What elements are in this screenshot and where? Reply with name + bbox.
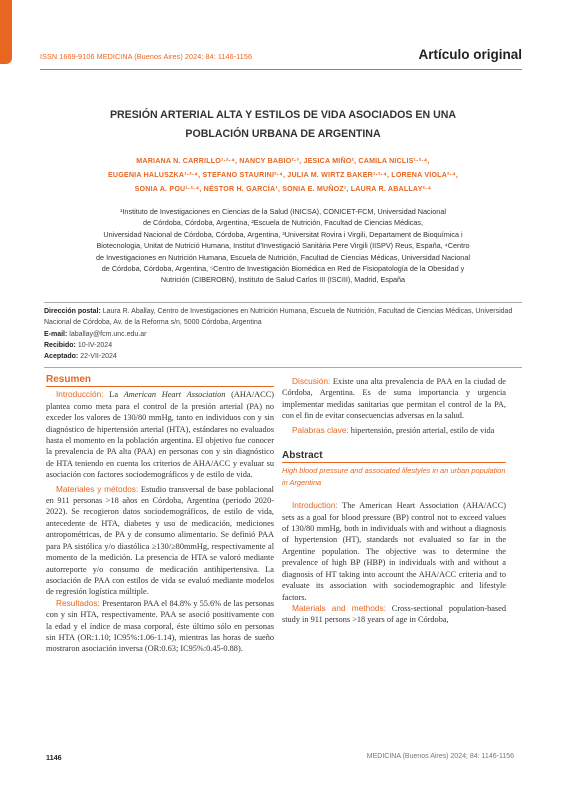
- affiliations: [60, 206, 506, 286]
- affiliation-line: ¹Instituto de Investigaciones en Ciencias de la Salud (INICSA), CONICET-FCM, Universidad Nacional: [120, 207, 446, 216]
- affiliation-line: Universidad Nacional de Córdoba, Córdoba, Argentina, ³Universitat Rovira i Virgili, Departament de Bioquímica i: [103, 229, 463, 239]
- results-label: Resultados:: [56, 597, 100, 608]
- postal-label: Dirección postal:: [44, 308, 101, 315]
- resumen-discussion: [282, 376, 506, 422]
- postal-address: [44, 306, 522, 329]
- intro-label: Introducción:: [56, 389, 104, 400]
- resumen-keywords: [282, 425, 506, 436]
- methods-text: Estudio transversal de base poblacional en 911 personas >18 años en Córdoba, Argentina (periodo 2020-2022). Se recogieron datos sociodemográficos, de estilo de vida, antecedente de HTA, diabetes y uso de medicación, mediciones antropométricas, de PA y de consumo alimentario. Se definió PAA para PA sistólica y/o diastólica ≥130/≥80mmHg, respectivamente al momento de la medición. La presencia de HTA se valoró mediante autorreporte y/o consumo de medicación antihipertensiva. La asociación de PAA con estilos de vida se evaluó mediante modelos de regresión logística múltiple.: [46, 484, 274, 597]
- abstract-introduction: [282, 500, 506, 603]
- affiliation-line: de Córdoba, Córdoba, Argentina, ²Escuela de Nutrición, Facultad de Ciencias Médicas,: [142, 218, 424, 228]
- abstract-intro-label: Introduction:: [292, 500, 338, 511]
- resumen-results: [46, 598, 274, 655]
- discussion-label: Discusión:: [292, 376, 331, 386]
- email-address[interactable]: laballay@fcm.unc.edu.ar: [69, 330, 147, 338]
- abstract-methods: [282, 603, 506, 626]
- authors-line-1: MARIANA N. CARRILLO¹·²·⁴, NANCY BABIO²·³, JESICA MIÑO², CAMILA NICLIS¹·²·⁴,: [136, 157, 430, 165]
- title-line-1: PRESIÓN ARTERIAL ALTA Y ESTILOS DE VIDA ASOCIADOS EN UNA: [109, 109, 457, 121]
- email-line: [44, 329, 522, 340]
- email-label: E-mail:: [44, 330, 68, 338]
- divider: [44, 367, 522, 368]
- author-list: [40, 154, 526, 196]
- received-date: 10-IV-2024: [77, 341, 113, 349]
- received-label: Recibido:: [44, 341, 76, 349]
- affiliation-line: Nutrición (CIBEROBN), Instituto de Salud Carlos III (ISCIII), Madrid, España: [160, 275, 406, 285]
- resumen-column: [46, 374, 274, 655]
- postal-text: Laura R. Aballay, Centro de Investigaciones en Nutrición Humana, Escuela de Nutrición, Facultad de Ciencias Médicas, Universidad Nacional de Córdoba, Av. de la Reforma s/n, 5000 Córdoba, Argentina: [44, 308, 513, 327]
- abstract-methods-text: Cross-sectional population-based study in 911 persons >18 years of age in Córdoba,: [282, 603, 506, 625]
- page-number: 1146: [46, 753, 62, 762]
- title-line-2: POBLACIÓN URBANA DE ARGENTINA: [185, 128, 381, 140]
- affiliation-line: de Córdoba, Córdoba, Argentina, ⁵Centro de Investigación Biomédica en Red de Fisiopatología de la Obesidad y: [101, 264, 465, 274]
- abstract-intro-text: The American Heart Association (AHA/ACC) sets as a goal for blood pressure (BP) control not to exceed values of 130/80 mmHg, both in individuals with and without a diagnosis of hypertension (HT), standards not evaluated so far in the Argentine population. The objective was to determine the prevalence of high BP (HBP) in individuals with and without a diagnosis of HT taking into account the AHA/ACC criteria and to evaluate its association with sociodemographic and lifestyle factors.: [282, 501, 506, 602]
- intro-italic: American Heart Association: [123, 390, 226, 400]
- journal-header: [40, 44, 522, 70]
- article-title: [40, 106, 526, 144]
- correspondence-block: [44, 302, 522, 362]
- abstract-methods-label: Materials and methods:: [292, 602, 386, 613]
- right-column: [282, 376, 506, 626]
- accepted-label: Aceptado:: [44, 353, 79, 361]
- affiliation-line: de Investigaciones en Nutrición Humana, Escuela de Nutrición, Facultad de Ciencias Médicas, Universidad Nacional: [96, 252, 470, 262]
- keywords-label: Palabras clave:: [292, 424, 349, 435]
- abstract-subtitle: High blood pressure and associated lifestyles in an urban population in Argentina: [282, 466, 506, 487]
- accepted-date: 22-VII-2024: [80, 353, 117, 361]
- results-text: Presentaron PAA el 84.8% y 55.6% de las personas con y sin HTA, respectivamente. PAA se asoció positivamente con la edad y el índice de masa corporal, éste último sólo en personas sin HTA (OR:1.10; IC95%:1.06-1.14), mientras las horas de sueño mostraron asociación inversa (OR:0.63; IC95%:0.45-0.88).: [46, 598, 274, 654]
- methods-label: Materiales y métodos:: [56, 483, 139, 494]
- authors-line-2: EUGENIA HALUSZKA¹·²·⁴, STEFANO STAURINI²·⁴, JULIA M. WIRTZ BAKER¹·²·⁴, LORENA VIOLA²·⁴,: [107, 171, 459, 179]
- intro-pre: La: [103, 390, 124, 400]
- resumen-methods: [46, 484, 274, 598]
- intro-text: (AHA/ACC) plantea como meta para el control de la presión arterial (PA) no exceder los valores de 130/80 mmHg, tanto en individuos con y sin diagnóstico de hipertensión arterial (HTA), estándares no evaluados hasta el momento en la población argentina. El objetivo fue conocer la prevalencia de PA alta (PAA) en personas con y sin diagnóstico de HTA teniendo en cuenta los criterios de AHA/ACC y evaluar su asociación con factores sociodemográficos y de estilo de vida.: [46, 390, 274, 480]
- accepted-line: [44, 351, 522, 362]
- section-label: Artículo original: [418, 47, 522, 62]
- corner-accent-tab: [0, 0, 12, 64]
- resumen-heading: Resumen: [46, 374, 274, 387]
- resumen-introduction: [46, 389, 274, 480]
- received-line: [44, 340, 522, 351]
- keywords-text: hipertensión, presión arterial, estilo de vida: [348, 425, 495, 435]
- discussion-text: Existe una alta prevalencia de PAA en la ciudad de Córdoba, Argentina. Es de suma importancia y urgencia implementar medidas sanitarias que permitan el control de la PA, con el fin de evitar consecuencias adversas en la salud.: [282, 377, 506, 421]
- affiliation-line: Biotecnologia, Unitat de Nutrició Humana, Institut d'Investigació Sanitària Pere Virgili (IISPV) Reus, España, ⁴Centro: [96, 241, 470, 251]
- abstract-heading: Abstract: [282, 450, 506, 463]
- footer-citation: MEDICINA (Buenos Aires) 2024; 84: 1146-1156: [366, 753, 514, 760]
- issn-line: ISSN 1669-9106 MEDICINA (Buenos Aires) 2024; 84: 1146-1156: [40, 52, 253, 61]
- authors-line-3: SONIA A. POU¹·²·⁴, NÉSTOR H. GARCÍA¹, SONIA E. MUÑOZ¹, LAURA R. ABALLAY²·⁴: [134, 185, 432, 193]
